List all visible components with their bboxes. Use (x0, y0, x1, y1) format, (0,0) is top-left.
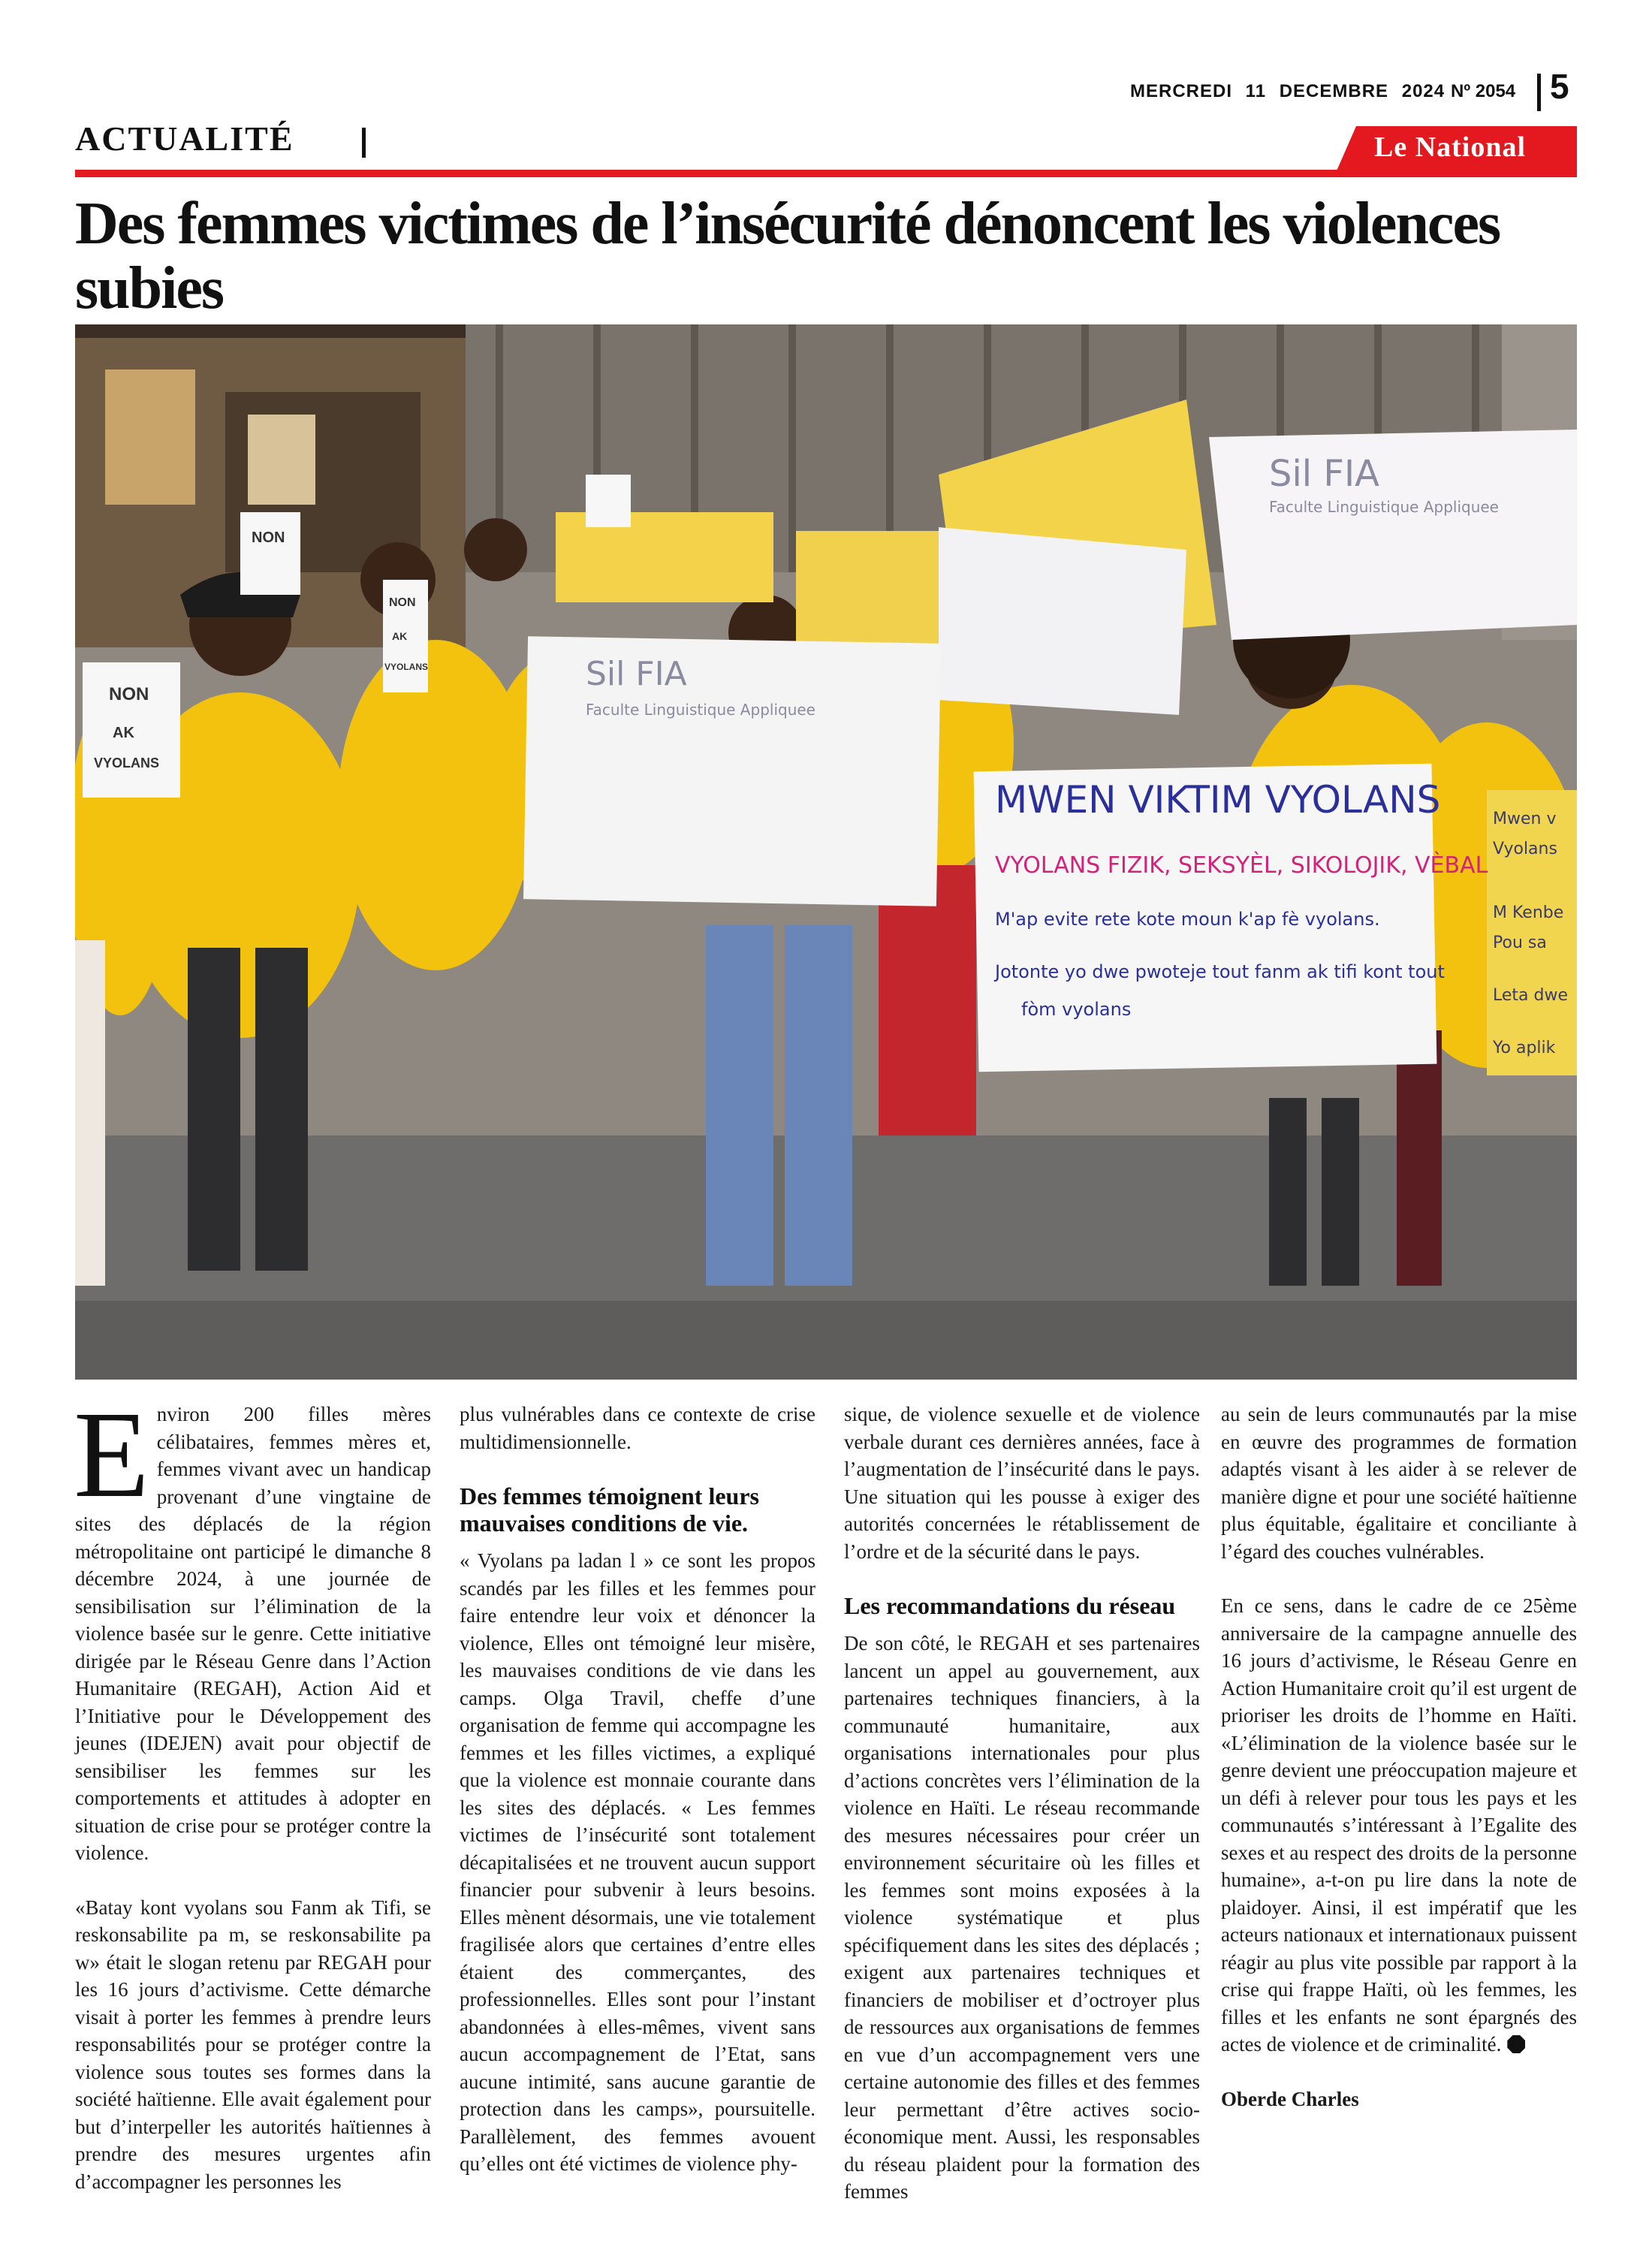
end-mark-icon (1507, 2035, 1525, 2053)
subheading-testimonies: Des femmes témoignent leurs mauvaises conditions de vie. (460, 1482, 759, 1537)
article-photo (75, 324, 1577, 1380)
sign-main-line5: fòm vyolans (1021, 999, 1132, 1020)
paragraph-testimonies: « Vyolans pa ladan l » ce sont les propos scandés par les filles et les femmes pour faire entendre leur voix et dénoncer la violence, Elles ont témoigné leur misère, les mauvaises conditions de vie dans les camps. Olga Travil, cheffe d’une organisation de femme qui accompagne les femmes et les filles victimes, a expliqué que la violence est monnaie courante dans les sites des déplacés. « Les femmes victimes de l’insécurité sont totalement décapitalisées et ne trouvent aucun support financier pour subvenir à leurs besoins. Elles mènent désormais, une vie totalement fragilisée alors que certaines d’entre elles étaient des commerçantes, des professionnelles. Elles sont pour l’instant abandonnées à elles-mêmes, vivent sans aucun accompagnement de l’Etat, sans aucune intimité, sans aucune garantie de protection dans les camps», poursuitelle. Parallèlement, des femmes avouent qu’elles ont été victimes de violence phy- (460, 1549, 815, 2175)
sign-non-right-line1: NON (389, 596, 416, 609)
sign-yellow-line1: Mwen v (1493, 810, 1557, 828)
paragraph-communities: au sein de leurs communautés par la mise en œuvre des programmes de formation adaptés visant à les aider à se relever de manière digne et pour une société haïtienne plus équitable, égalitaire et conciliante à l’égard des couches vulnérables. (1221, 1403, 1577, 1563)
sign-main-line4: Jotonte yo dwe pwoteje tout fanm ak tifi kont tout (995, 961, 1445, 982)
section-label: ACTUALITÉ (75, 119, 294, 158)
sign-non-left-line2: AK (113, 725, 134, 741)
sign-non-small: NON (252, 529, 285, 546)
protest-photo-illustration (75, 324, 1577, 1380)
sign-main-line3: M'ap evite rete kote moun k'ap fè vyolans. (995, 909, 1380, 930)
sign-non-right-line2: AK (392, 630, 408, 642)
sign-main-line1: MWEN VIKTIM VYOLANS (995, 778, 1441, 822)
sign-main-line2: VYOLANS FIZIK, SEKSYÈL, SIKOLOJIK, VÈBAL (995, 852, 1488, 879)
sign-top-right-subtitle: Faculte Linguistique Appliquee (1269, 498, 1499, 516)
sign-center-subtitle: Faculte Linguistique Appliquee (586, 701, 815, 719)
header-divider (1537, 74, 1541, 111)
paragraph-recommendations: De son côté, le REGAH et ses partenaires lancent un appel au gouvernement, aux partenaires techniques financiers, à la communauté humanitaire, aux organisations internationales pour plus d’actions concrètes vers l’élimination de la violence en Haïti. Le réseau recommande des mesures nécessaires pour créer un environnement sécuritaire où les filles et les femmes sont moins exposées à la violence systématique et plus spécifiquement dans les sites des déplacés ; exigent aux partenaires techniques et financiers de mobiliser et d’octroyer plus de ressources aux organisations de femmes en vue d’un accompagnement vers une certaine autonomie des filles et des femmes leur permettant d’être actives socio-économique ment. Aussi, les responsables du réseau plaident pour la formation des femmes (844, 1632, 1200, 2203)
sign-non-right-line3: VYOLANS (384, 662, 429, 672)
issue-number: Nº 2054 (1451, 81, 1516, 101)
sign-yellow-line6: Yo aplik (1493, 1039, 1556, 1057)
section-divider (362, 128, 366, 158)
paragraph-continuation: plus vulnérables dans ce contexte de crise multidimensionnelle. (460, 1403, 815, 1453)
issue-date: MERCREDI 11 DECEMBRE 2024 (1130, 81, 1446, 101)
subheading-recommendations: Les recommandations du réseau (844, 1592, 1176, 1619)
paragraph-intro (74, 1386, 431, 1867)
sign-center-title: Sil FIA (586, 655, 687, 693)
article-column-4 (1221, 1401, 1577, 2140)
byline: Oberde Charles (1221, 2087, 1359, 2110)
article-headline: Des femmes victimes de l’insécurité dénoncent les violences subies (75, 191, 1500, 321)
article-column-1 (74, 1386, 431, 2222)
sign-non-left-line1: NON (109, 684, 149, 704)
sign-yellow-line4: Pou sa (1493, 933, 1547, 952)
sign-yellow-line2: Vyolans (1493, 840, 1557, 858)
sign-non-left-line3: VYOLANS (94, 756, 160, 771)
article-column-2 (460, 1401, 815, 2205)
paragraph-advocacy (1221, 1592, 1577, 2058)
page-number: 5 (1550, 67, 1569, 106)
sign-yellow-line5: Leta dwe (1493, 986, 1568, 1005)
paragraph-slogan: «Batay kont vyolans sou Fanm ak Tifi, se reskonsabilite pa m, se reskonsabilite pa w» était le slogan retenu par REGAH pour les 16 jours d’activisme. Cette démarche visait à porter les femmes à prendre leurs responsabilités pour se protéger contre la violence sous toutes ses formes dans la société haïtienne. Elle avait également pour but d’interpeller les autorités haïtiennes à prendre des mesures urgentes afin d’accompagner les personnes les (75, 1896, 431, 2193)
intro-text: nviron 200 filles mères célibataires, femmes mères et, femmes vivant avec un handicap provenant d’une vingtaine de sites des déplacés de la région métropolitaine ont participé le dimanche 8 décembre 2024, à une journée de sensibilisation sur l’élimination de la violence basée sur le genre. Cette initiative dirigée par le Réseau Genre dans l’Action Humanitaire (REGAH), Action Aid et l’Initiative pour le Développement des jeunes (IDEJEN) avait pour objectif de sensibiliser les femmes sur les comportements et attitudes à adopter en situation de crise pour se protéger contre la violence. (75, 1403, 431, 1864)
sign-yellow-line3: M Kenbe (1493, 903, 1564, 922)
brand-logo: Le National (1374, 131, 1527, 163)
article-column-3 (844, 1401, 1200, 2233)
paragraph-violence: sique, de violence sexuelle et de violence verbale durant ces dernières années, face à l’augmentation de l’insécurité dans le pays. Une situation qui les pousse à exiger des autorités concernées le rétablissement de l’ordre et de la sécurité dans le pays. (844, 1403, 1200, 1563)
drop-cap: E (74, 1386, 149, 1523)
sign-top-right-title: Sil FIA (1269, 453, 1379, 495)
advocacy-text: En ce sens, dans le cadre de ce 25ème anniversaire de la campagne annuelle des 16 jours d’activisme, le Réseau Genre en Action Humanitaire croit qu’il est urgent de prioriser les droits de l’homme en Haïti. «L’élimination de la violence basée sur le genre devient une préoccupation majeure et un défi à relever pour tous les pays et les communautés s’intéressant à l’Egalite des sexes et au respect des droits de la personne humaine», a-t-on pu lire dans la note de plaidoyer. Ainsi, il est impératif que les acteurs nationaux et internationaux puissent réagir au plus vite possible par rapport à la crise qui frappe Haïti, où les femmes, les filles et les enfants ne sont épargnés des actes de violence et de criminalité. (1221, 1594, 1577, 2055)
